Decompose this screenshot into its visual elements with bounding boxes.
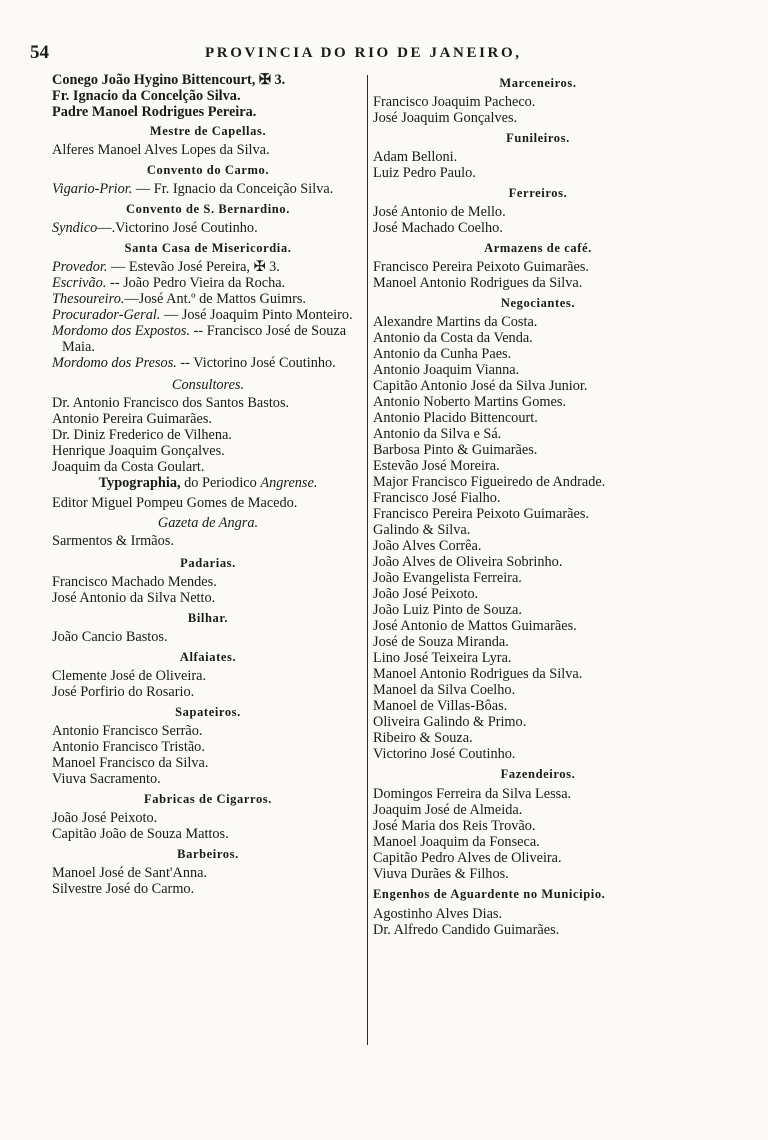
list-item: Adam Belloni. [373, 149, 458, 165]
section-heading-mestre: Mestre de Capellas. [149, 124, 267, 138]
bilhar-list [52, 629, 364, 645]
section-heading-padarias: Padarias. [180, 556, 236, 570]
section-heading-barbeiros: Barbeiros. [177, 847, 239, 861]
list-item: Manoel José de Sant'Anna. [52, 865, 208, 881]
entry-text: -- Victorino José Coutinho. [176, 355, 336, 371]
section-heading-carmo: Convento do Carmo. [146, 163, 270, 177]
list-item: Manoel Joaquim da Fonseca. [373, 834, 540, 850]
bernardino-entry [52, 220, 364, 236]
engenhos-list [373, 906, 703, 938]
list-item [52, 259, 364, 275]
alfaiates-list [52, 668, 364, 700]
section-heading-sapateiros: Sapateiros. [175, 705, 241, 719]
typographia-editor: Editor Miguel Pompeu Gomes de Macedo. [52, 495, 298, 511]
santa-casa-list [52, 259, 364, 371]
list-item: João Alves de Oliveira Sobrinho. [373, 554, 563, 570]
marceneiros-list [373, 94, 703, 126]
section-heading-bernardino: Convento de S. Bernardino. [126, 202, 290, 216]
list-item: Antonio da Cunha Paes. [373, 346, 512, 362]
section-heading-cigarros: Fabricas de Cigarros. [144, 792, 272, 806]
section-heading-alfaiates: Alfaiates. [179, 650, 237, 664]
typographia-line [52, 475, 364, 491]
section-heading-ferreiros: Ferreiros. [508, 186, 568, 200]
list-item: Estevão José Moreira. [373, 458, 500, 474]
page-title: PROVINCIA DO RIO DE JANEIRO, [205, 45, 522, 61]
list-item: José Antonio de Mattos Guimarães. [373, 618, 577, 634]
list-item: Domingos Ferreira da Silva Lessa. [373, 786, 572, 802]
list-item: Dr. Alfredo Candido Guimarães. [373, 922, 560, 938]
list-item: Alexandre Martins da Costa. [373, 314, 538, 330]
list-item: Antonio Placido Bittencourt. [373, 410, 538, 426]
list-item: Antonio Pereira Guimarães. [52, 411, 212, 427]
list-item: José de Souza Miranda. [373, 634, 509, 650]
list-item: Major Francisco Figueiredo de Andrade. [373, 474, 606, 490]
clergy-list [52, 72, 364, 120]
list-item: Francisco Machado Mendes. [52, 574, 217, 590]
entry-label: Procurador-Geral. [52, 307, 161, 323]
barbeiros-list [52, 865, 364, 897]
entry-text: -- Francisco José de Souza Maia. [62, 323, 347, 355]
list-item: Viuva Sacramento. [52, 771, 161, 787]
list-item: José Maria dos Reis Trovão. [373, 818, 536, 834]
list-item: Agostinho Alves Dias. [373, 906, 503, 922]
list-item: João Evangelista Ferreira. [373, 570, 522, 586]
list-item: Capitão Pedro Alves de Oliveira. [373, 850, 562, 866]
list-item: Manoel Antonio Rodrigues da Silva. [373, 666, 583, 682]
list-item: Ribeiro & Souza. [373, 730, 473, 746]
carmo-label: Vigario-Prior. [52, 181, 133, 197]
list-item: Dr. Diniz Frederico de Vilhena. [52, 427, 232, 443]
list-item: Antonio da Silva e Sá. [373, 426, 502, 442]
list-item: Sarmentos & Irmãos. [52, 533, 174, 549]
list-item: Oliveira Galindo & Primo. [373, 714, 527, 730]
list-item: Francisco Joaquim Pacheco. [373, 94, 536, 110]
entry-label: Mordomo dos Expostos. [52, 323, 191, 339]
list-item: Victorino José Coutinho. [373, 746, 516, 762]
list-item: João José Peixoto. [52, 810, 158, 826]
list-item: Fr. Ignacio da Concelção Silva. [52, 88, 241, 104]
list-item: Manoel da Silva Coelho. [373, 682, 516, 698]
list-item: Francisco Pereira Peixoto Guimarães. [373, 506, 589, 522]
fazendeiros-list [373, 786, 703, 882]
list-item: José Porfirio do Rosario. [52, 684, 195, 700]
armazens-list [373, 259, 703, 291]
entry-text: — José Joaquim Pinto Monteiro. [160, 307, 353, 323]
typographia-text: do Periodico [180, 475, 261, 491]
entry-label: Escrivão. [52, 275, 107, 291]
typographia-periodical: Angrense. [260, 475, 318, 491]
list-item: Antonio Noberto Martins Gomes. [373, 394, 566, 410]
list-item: Antonio da Costa da Venda. [373, 330, 533, 346]
list-item: Henrique Joaquim Gonçalves. [52, 443, 225, 459]
list-item: João Alves Corrêa. [373, 538, 482, 554]
list-item [52, 355, 364, 371]
section-heading-santa-casa: Santa Casa de Misericordia. [124, 241, 292, 255]
padarias-list [52, 574, 364, 606]
list-item [52, 291, 364, 307]
list-item: Barbosa Pinto & Guimarães. [373, 442, 538, 458]
section-heading-gazeta: Gazeta de Angra. [157, 515, 259, 531]
list-item: Francisco José Fialho. [373, 490, 501, 506]
list-item [52, 323, 364, 355]
list-item [52, 275, 364, 291]
list-item: Francisco Pereira Peixoto Guimarães. [373, 259, 589, 275]
list-item: Joaquim da Costa Goulart. [52, 459, 205, 475]
list-item: Conego João Hygino Bittencourt, ✠ 3. [52, 72, 286, 88]
list-item: Alferes Manoel Alves Lopes da Silva. [52, 142, 270, 158]
entry-text: —José Ant.º de Mattos Guimrs. [124, 291, 306, 307]
entry-label: Mordomo dos Presos. [52, 355, 177, 371]
list-item: José Machado Coelho. [373, 220, 503, 236]
list-item: José Antonio da Silva Netto. [52, 590, 216, 606]
section-heading-fazendeiros: Fazendeiros. [500, 767, 576, 781]
list-item [52, 307, 364, 323]
list-item: José Antonio de Mello. [373, 204, 506, 220]
list-item: Dr. Antonio Francisco dos Santos Bastos. [52, 395, 290, 411]
column-divider [367, 75, 368, 1045]
list-item: Luiz Pedro Paulo. [373, 165, 476, 181]
section-heading-consultores: Consultores. [171, 377, 245, 393]
list-item: Lino José Teixeira Lyra. [373, 650, 512, 666]
carmo-entry [52, 181, 364, 197]
section-heading-marceneiros: Marceneiros. [499, 76, 577, 90]
ferreiros-list [373, 204, 703, 236]
list-item: Galindo & Silva. [373, 522, 471, 538]
carmo-text: — Fr. Ignacio da Conceição Silva. [132, 181, 334, 197]
list-item: Viuva Durães & Filhos. [373, 866, 509, 882]
list-item: João Cancio Bastos. [52, 629, 168, 645]
list-item: Antonio Francisco Serrão. [52, 723, 203, 739]
section-heading-bilhar: Bilhar. [187, 611, 229, 625]
right-column [373, 72, 703, 938]
list-item: Manoel Francisco da Silva. [52, 755, 209, 771]
sapateiros-list [52, 723, 364, 787]
left-column [52, 72, 364, 897]
section-heading-funileiros: Funileiros. [506, 131, 570, 145]
list-item: Padre Manoel Rodrigues Pereira. [52, 104, 257, 120]
list-item: Antonio Joaquim Vianna. [373, 362, 520, 378]
list-item: João José Peixoto. [373, 586, 479, 602]
entry-label: Provedor. [52, 259, 108, 275]
bernardino-text: —.Victorino José Coutinho. [97, 220, 258, 236]
bernardino-label: Syndico [52, 220, 98, 236]
list-item: Clemente José de Oliveira. [52, 668, 207, 684]
section-heading-negociantes: Negociantes. [500, 296, 576, 310]
list-item: João Luiz Pinto de Souza. [373, 602, 522, 618]
list-item: Manoel Antonio Rodrigues da Silva. [373, 275, 583, 291]
cigarros-list [52, 810, 364, 842]
negociantes-list [373, 314, 703, 762]
entry-label: Thesoureiro. [52, 291, 125, 307]
section-heading-armazens: Armazens de café. [484, 241, 592, 255]
list-item: Manoel de Villas-Bôas. [373, 698, 508, 714]
gazeta-list [52, 533, 364, 549]
page-number: 54 [30, 42, 49, 63]
page-header [20, 42, 750, 64]
entry-text: — Estevão José Pereira, ✠ 3. [107, 259, 280, 275]
list-item: Joaquim José de Almeida. [373, 802, 523, 818]
entry-text: -- João Pedro Vieira da Rocha. [106, 275, 286, 291]
mestre-list [52, 142, 364, 158]
list-item: Capitão João de Souza Mattos. [52, 826, 229, 842]
consultores-list [52, 395, 364, 475]
funileiros-list [373, 149, 703, 181]
section-heading-engenhos: Engenhos de Aguardente no Municipio. [373, 887, 606, 901]
list-item: Capitão Antonio José da Silva Junior. [373, 378, 588, 394]
list-item: Silvestre José do Carmo. [52, 881, 195, 897]
list-item: Antonio Francisco Tristão. [52, 739, 205, 755]
list-item: José Joaquim Gonçalves. [373, 110, 518, 126]
typographia-label: Typographia, [98, 475, 181, 491]
